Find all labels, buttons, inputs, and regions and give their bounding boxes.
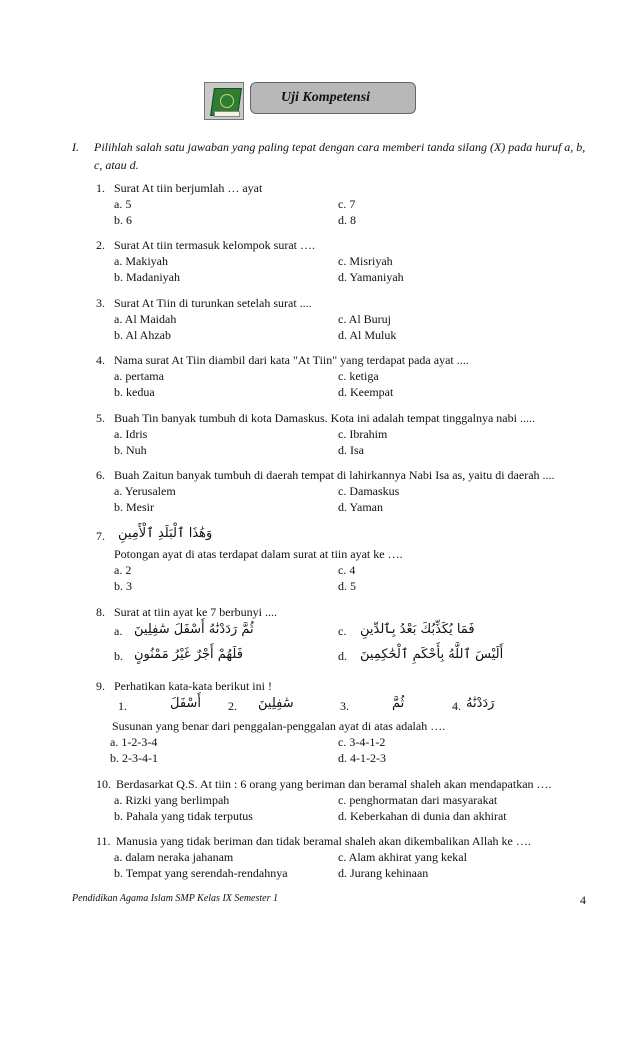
- option-a: a. Al Maidah: [114, 312, 177, 326]
- option-a: a. pertama: [114, 369, 164, 383]
- page-number: 4: [580, 893, 586, 907]
- page-title: Uji Kompetensi: [250, 82, 416, 114]
- option-d: d. 8: [338, 213, 356, 227]
- item-arabic: ثُمَّ: [392, 696, 405, 711]
- option-a: a. 1-2-3-4: [110, 735, 158, 749]
- question-text: Nama surat At Tiin diambil dari kata "At Tiin" yang terdapat pada ayat ....: [114, 353, 469, 367]
- option-c: c. Ibrahim: [338, 427, 388, 441]
- instruction-text: Pilihlah salah satu jawaban yang paling tepat dengan cara memberi tanda silang (X) pada huruf a, b, c, atau d.: [94, 140, 586, 172]
- option-a: a. Rizki yang berlimpah: [114, 793, 230, 807]
- footer-text: Pendidikan Agama Islam SMP Kelas IX Semester 1: [72, 893, 278, 904]
- option-d: d. Yamaniyah: [338, 270, 404, 284]
- option-c-arabic: فَمَا يُكَذِّبُكَ بَعْدُ بِٱلدِّينِ: [360, 622, 475, 637]
- option-d: d. 4-1-2-3: [338, 751, 386, 765]
- item-number: 2.: [228, 699, 237, 713]
- option-a: a. Makiyah: [114, 254, 168, 268]
- option-b: b. kedua: [114, 385, 155, 399]
- option-b: b. Mesir: [114, 500, 154, 514]
- question-text: Berdasarkat Q.S. At tiin : 6 orang yang beriman dan beramal shaleh akan mendapatkan ….: [116, 777, 552, 791]
- item-arabic: أَسْفَلَ: [170, 696, 201, 711]
- option-d: d. Jurang kehinaan: [338, 866, 429, 880]
- question-text: Surat At tiin termasuk kelompok surat ….: [114, 238, 315, 252]
- option-b: b. 6: [114, 213, 132, 227]
- book-icon: [204, 82, 244, 120]
- option-c-label: c.: [338, 624, 347, 638]
- question-text: Potongan ayat di atas terdapat dalam surat at tiin ayat ke ….: [114, 547, 403, 561]
- option-b: b. Al Ahzab: [114, 328, 171, 342]
- option-c: c. Misriyah: [338, 254, 393, 268]
- option-b: b. Tempat yang serendah-rendahnya: [114, 866, 288, 880]
- option-d: d. Yaman: [338, 500, 384, 514]
- option-d-label: d.: [338, 649, 347, 663]
- option-b-arabic: فَلَهُمْ أَجْرٌ غَيْرُ مَمْنُونٍ: [134, 647, 243, 662]
- option-b: b. 3: [114, 579, 132, 593]
- option-d: d. Keberkahan di dunia dan akhirat: [338, 809, 507, 823]
- option-b: b. Nuh: [114, 443, 147, 457]
- option-a: a. Idris: [114, 427, 148, 441]
- option-c: c. ketiga: [338, 369, 379, 383]
- option-b: b. 2-3-4-1: [110, 751, 158, 765]
- option-d-arabic: أَلَيْسَ ٱللَّهُ بِأَحْكَمِ ٱلْحَٰكِمِينَ: [360, 647, 504, 662]
- item-arabic: سَٰفِلِينَ: [258, 696, 294, 711]
- arabic-verse: وَهَٰذَا ٱلْبَلَدِ ٱلْأَمِينِ: [118, 526, 213, 541]
- option-d: d. Al Muluk: [338, 328, 397, 342]
- option-c: c. penghormatan dari masyarakat: [338, 793, 498, 807]
- option-a-label: a.: [114, 624, 123, 638]
- option-d: d. Isa: [338, 443, 364, 457]
- option-c: c. 4: [338, 563, 356, 577]
- question-text: Manusia yang tidak beriman dan tidak beramal shaleh akan dikembalikan Allah ke ….: [116, 834, 531, 848]
- option-a: a. Yerusalem: [114, 484, 176, 498]
- option-c: c. Damaskus: [338, 484, 400, 498]
- question-text: Surat At Tiin di turunkan setelah surat ....: [114, 296, 312, 310]
- question-text: Buah Tin banyak tumbuh di kota Damaskus. Kota ini adalah tempat tinggalnya nabi .....: [114, 411, 535, 425]
- option-a: a. 5: [114, 197, 132, 211]
- section-number: I.: [72, 140, 79, 154]
- option-b: b. Pahala yang tidak terputus: [114, 809, 253, 823]
- item-number: 1.: [118, 699, 127, 713]
- option-a: a. dalam neraka jahanam: [114, 850, 234, 864]
- item-arabic: رَدَدْنَٰهُ: [466, 696, 495, 711]
- option-c: c. Al Buruj: [338, 312, 391, 326]
- question-text: Buah Zaitun banyak tumbuh di daerah tempat di lahirkannya Nabi Isa as, yaitu di daerah ....: [114, 468, 555, 482]
- option-c: c. 3-4-1-2: [338, 735, 386, 749]
- option-d: d. Keempat: [338, 385, 394, 399]
- option-d: d. 5: [338, 579, 356, 593]
- question-text: Surat at tiin ayat ke 7 berbunyi ....: [114, 605, 277, 619]
- item-number: 3.: [340, 699, 349, 713]
- section-header: [204, 82, 416, 120]
- question-text: Perhatikan kata-kata berikut ini !: [114, 679, 272, 693]
- option-c: c. 7: [338, 197, 356, 211]
- question-text-2: Susunan yang benar dari penggalan-penggalan ayat di atas adalah ….: [112, 719, 446, 733]
- question-text: Surat At tiin berjumlah … ayat: [114, 181, 263, 195]
- item-number: 4.: [452, 699, 461, 713]
- instruction: [72, 138, 592, 174]
- option-b: b. Madaniyah: [114, 270, 180, 284]
- option-c: c. Alam akhirat yang kekal: [338, 850, 467, 864]
- option-a: a. 2: [114, 563, 132, 577]
- option-b-label: b.: [114, 649, 123, 663]
- option-a-arabic: ثُمَّ رَدَدْنَٰهُ أَسْفَلَ سَٰفِلِينَ: [134, 622, 254, 637]
